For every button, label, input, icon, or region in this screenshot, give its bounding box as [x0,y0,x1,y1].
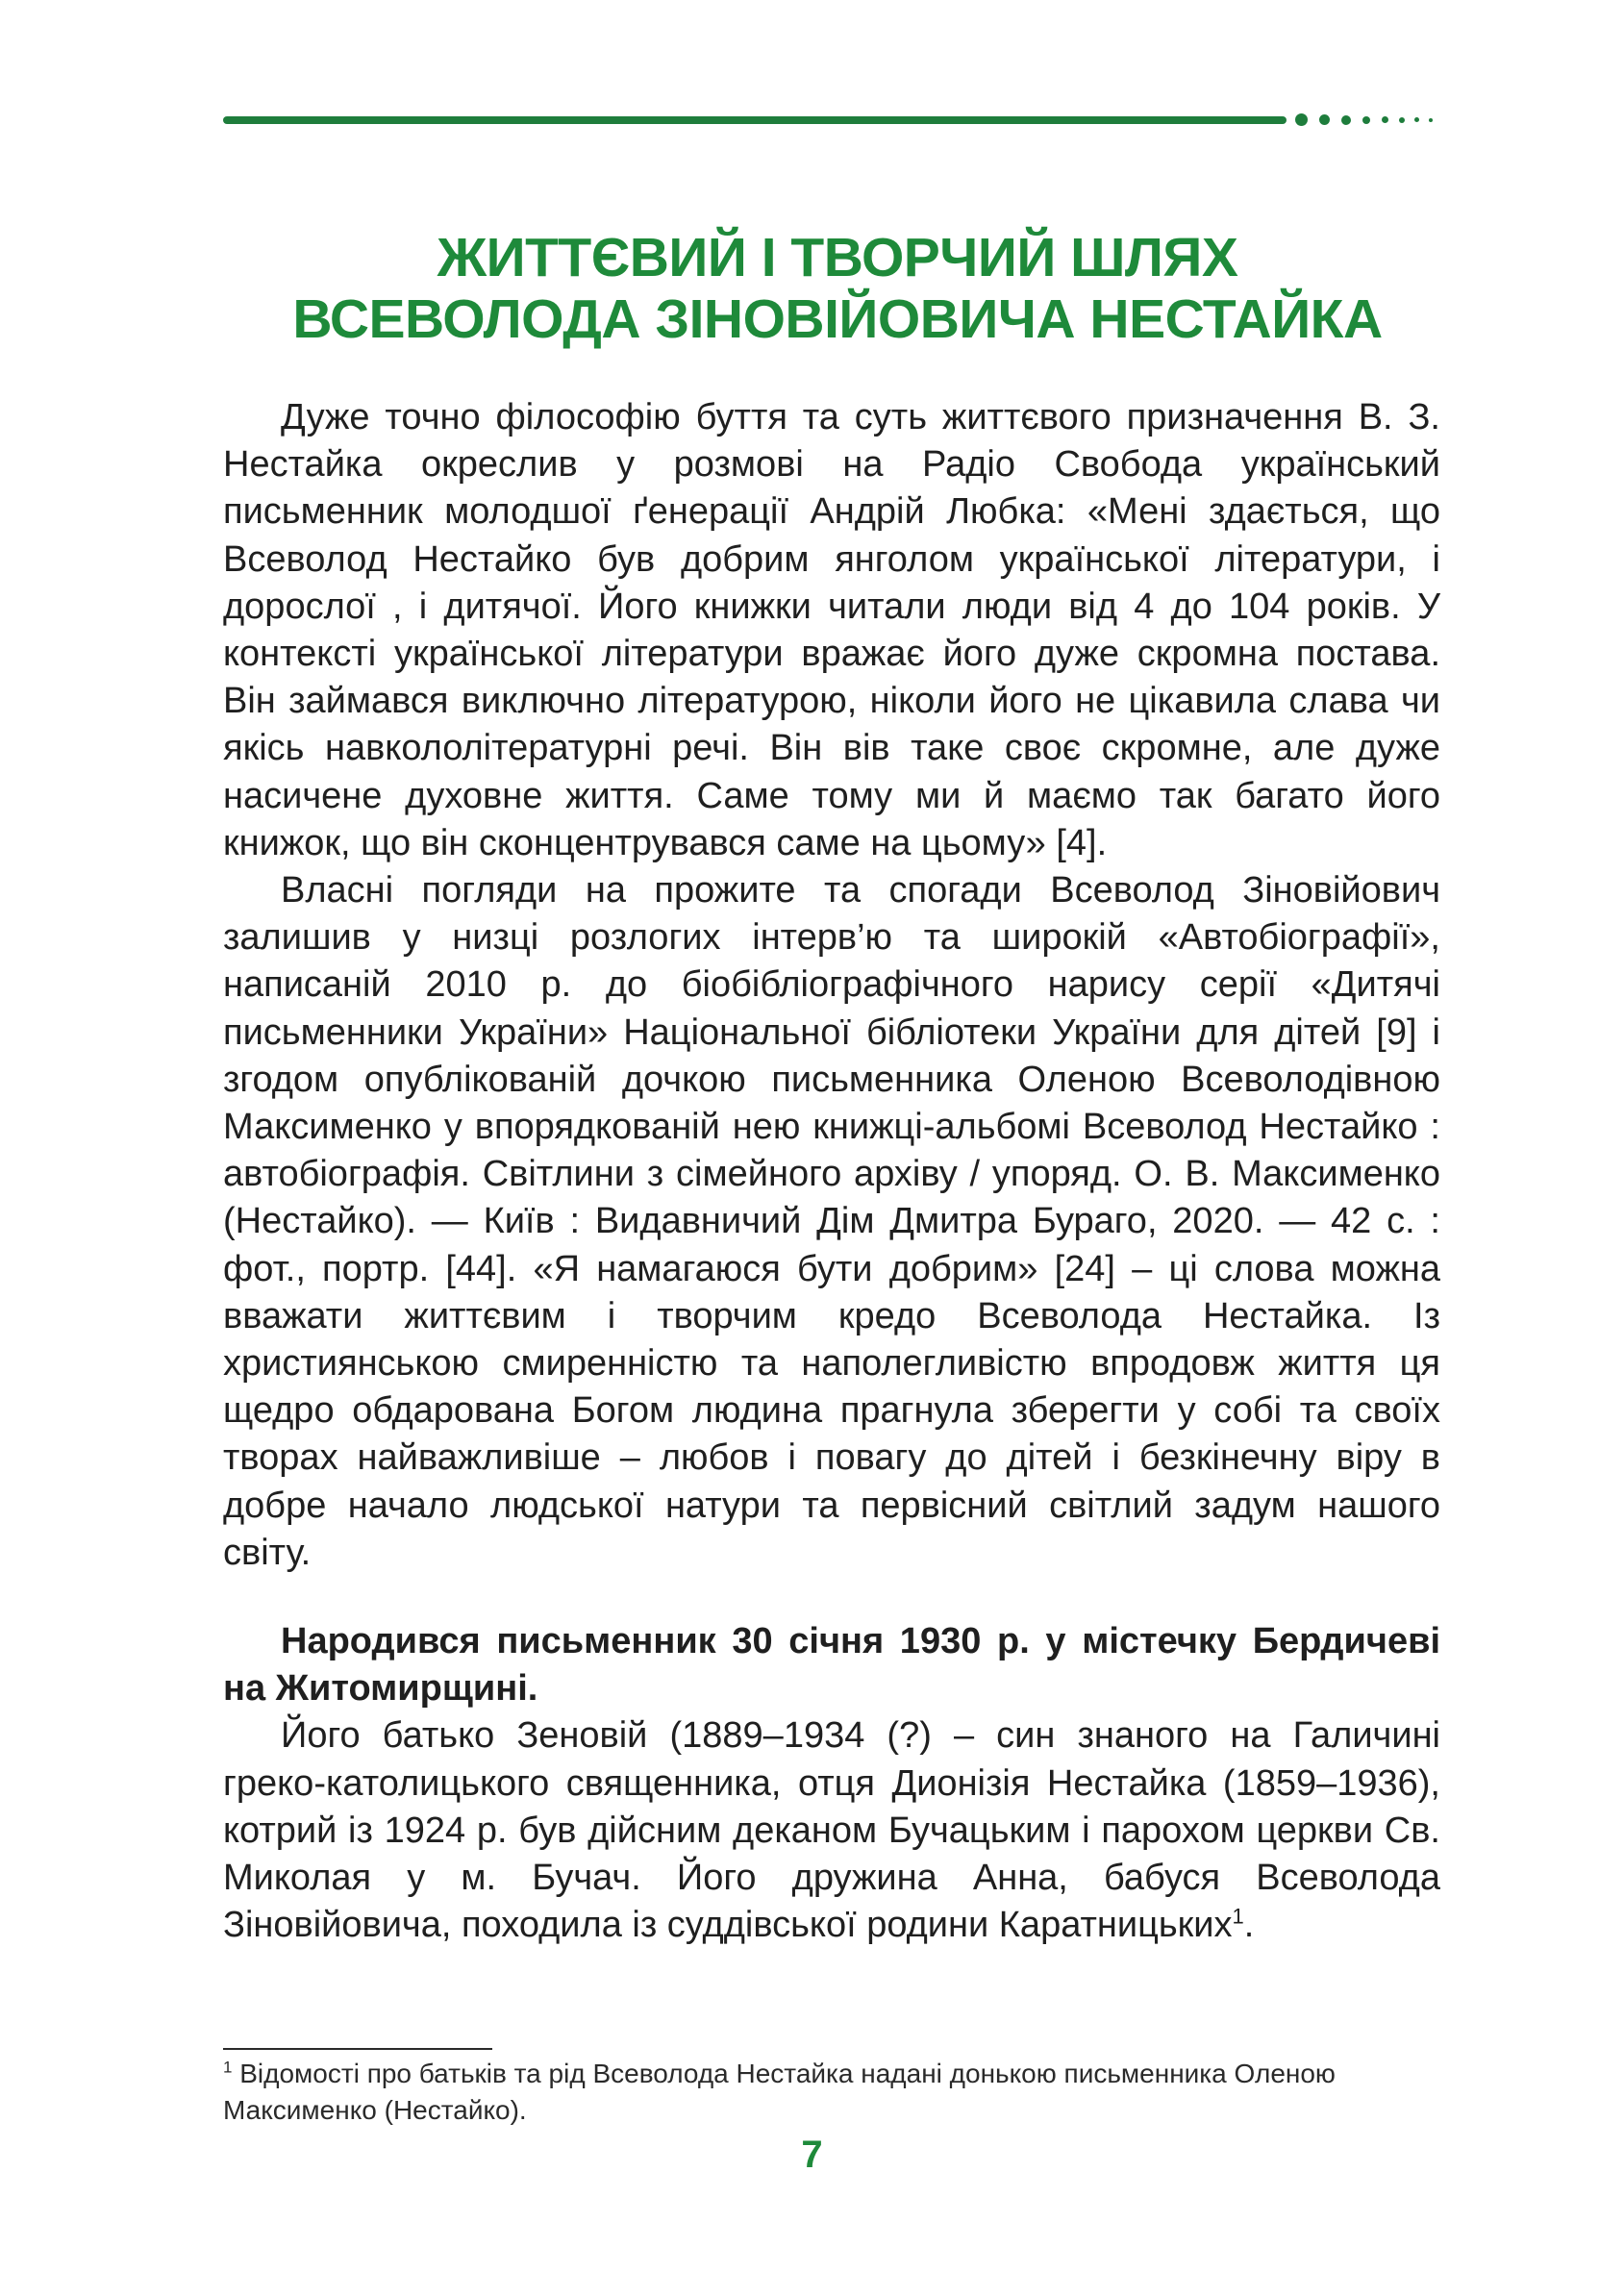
title-line-2: ВСЕВОЛОДА ЗІНОВІЙОВИЧА НЕСТАЙКА [292,288,1383,350]
paragraph-1: Дуже точно філософію буття та суть життєвого призначення В. З. Нестайка окреслив у розмові на Радіо Свобода український письменник молодшої ґенерації Андрій Любка: «Мені здається, що Всеволод Нестайко був добрим янголом української літератури, і дорослої , і дитячої. Його книжки читали люди від 4 до 104 років. У контексті української літератури вражає його дуже скромна постава. Він займався виключно літературою, ніколи його не цікавила слава чи якісь навкололітературні речі. Він вів таке своє скромне, але дуже насичене духовне життя. Саме тому ми й маємо так багато його книжок, що він сконцентрувався саме на цьому» [4]. [223,397,1440,863]
footnote [223,2056,1440,2129]
footnote-text: Відомості про батьків та рід Всеволода Нестайка надані донькою письменника Оленою Максименко (Нестайко). [223,2059,1336,2125]
main-text [223,394,1440,1950]
title-line-1: ЖИТТЄВИЙ І ТВОРЧИЙ ШЛЯХ [437,227,1238,288]
footnote-marker: 1 [223,2058,233,2077]
paragraph-2: Власні погляди на прожите та спогади Всеволод Зіновійович залишив у низці розлогих інтерв’ю та широкій «Автобіографії», написаній 2010 р. до біобібліографічного нарису серії «Дитячі письменники України» Національної бібліотеки України для дітей [9] і згодом опублікованій дочкою письменника Оленою Всеволодівною Максименко у впорядкованій нею книжці-альбомі Всеволод Нестайко : автобіографія. Світлини з сімейного архіву / упоряд. О. В. Максименко (Нестайко). — Київ : Видавничий Дім Дмитра Бураго, 2020. — 42 с. : фот., портр. [44]. «Я намагаюся бути добрим» [24] – ці слова можна вважати життєвим і творчим кредо Всеволода Нестайка. Із християнською смиренністю та наполегливістю впродовж життя ця щедро обдарована Богом людина прагнула зберегти у собі та своїх творах найважливіше – любов і повагу до дітей і безкінечну віру в добре начало людської натури та первісний світлий задум нашого світу. [223,870,1440,1573]
paragraph-3-end: . [1243,1905,1255,1946]
header-dots [1293,111,1447,130]
paragraph-3-text: Його батько Зеновій (1889–1934 (?) – син знаного на Галичині греко-католицького священника, отця Дионізія Нестайка (1859–1936), котрий із 1924 р. був дійсним деканом Бучацьким і парохом церкви Св. Миколая у м. Бучач. Його дружина Анна, бабуся Всеволода Зіновійовича, походила із суддівської родини Каратницьких [223,1715,1440,1946]
footnote-reference: 1 [1232,1904,1244,1929]
page-title [223,227,1452,350]
page-number: 7 [801,2134,823,2176]
birth-subheading: Народився письменник 30 січня 1930 р. у містечку Бердичеві на Житомирщині. [223,1621,1440,1710]
footnote-divider [223,2048,492,2050]
header-rule [223,116,1287,124]
paragraph-3 [223,1712,1440,1949]
